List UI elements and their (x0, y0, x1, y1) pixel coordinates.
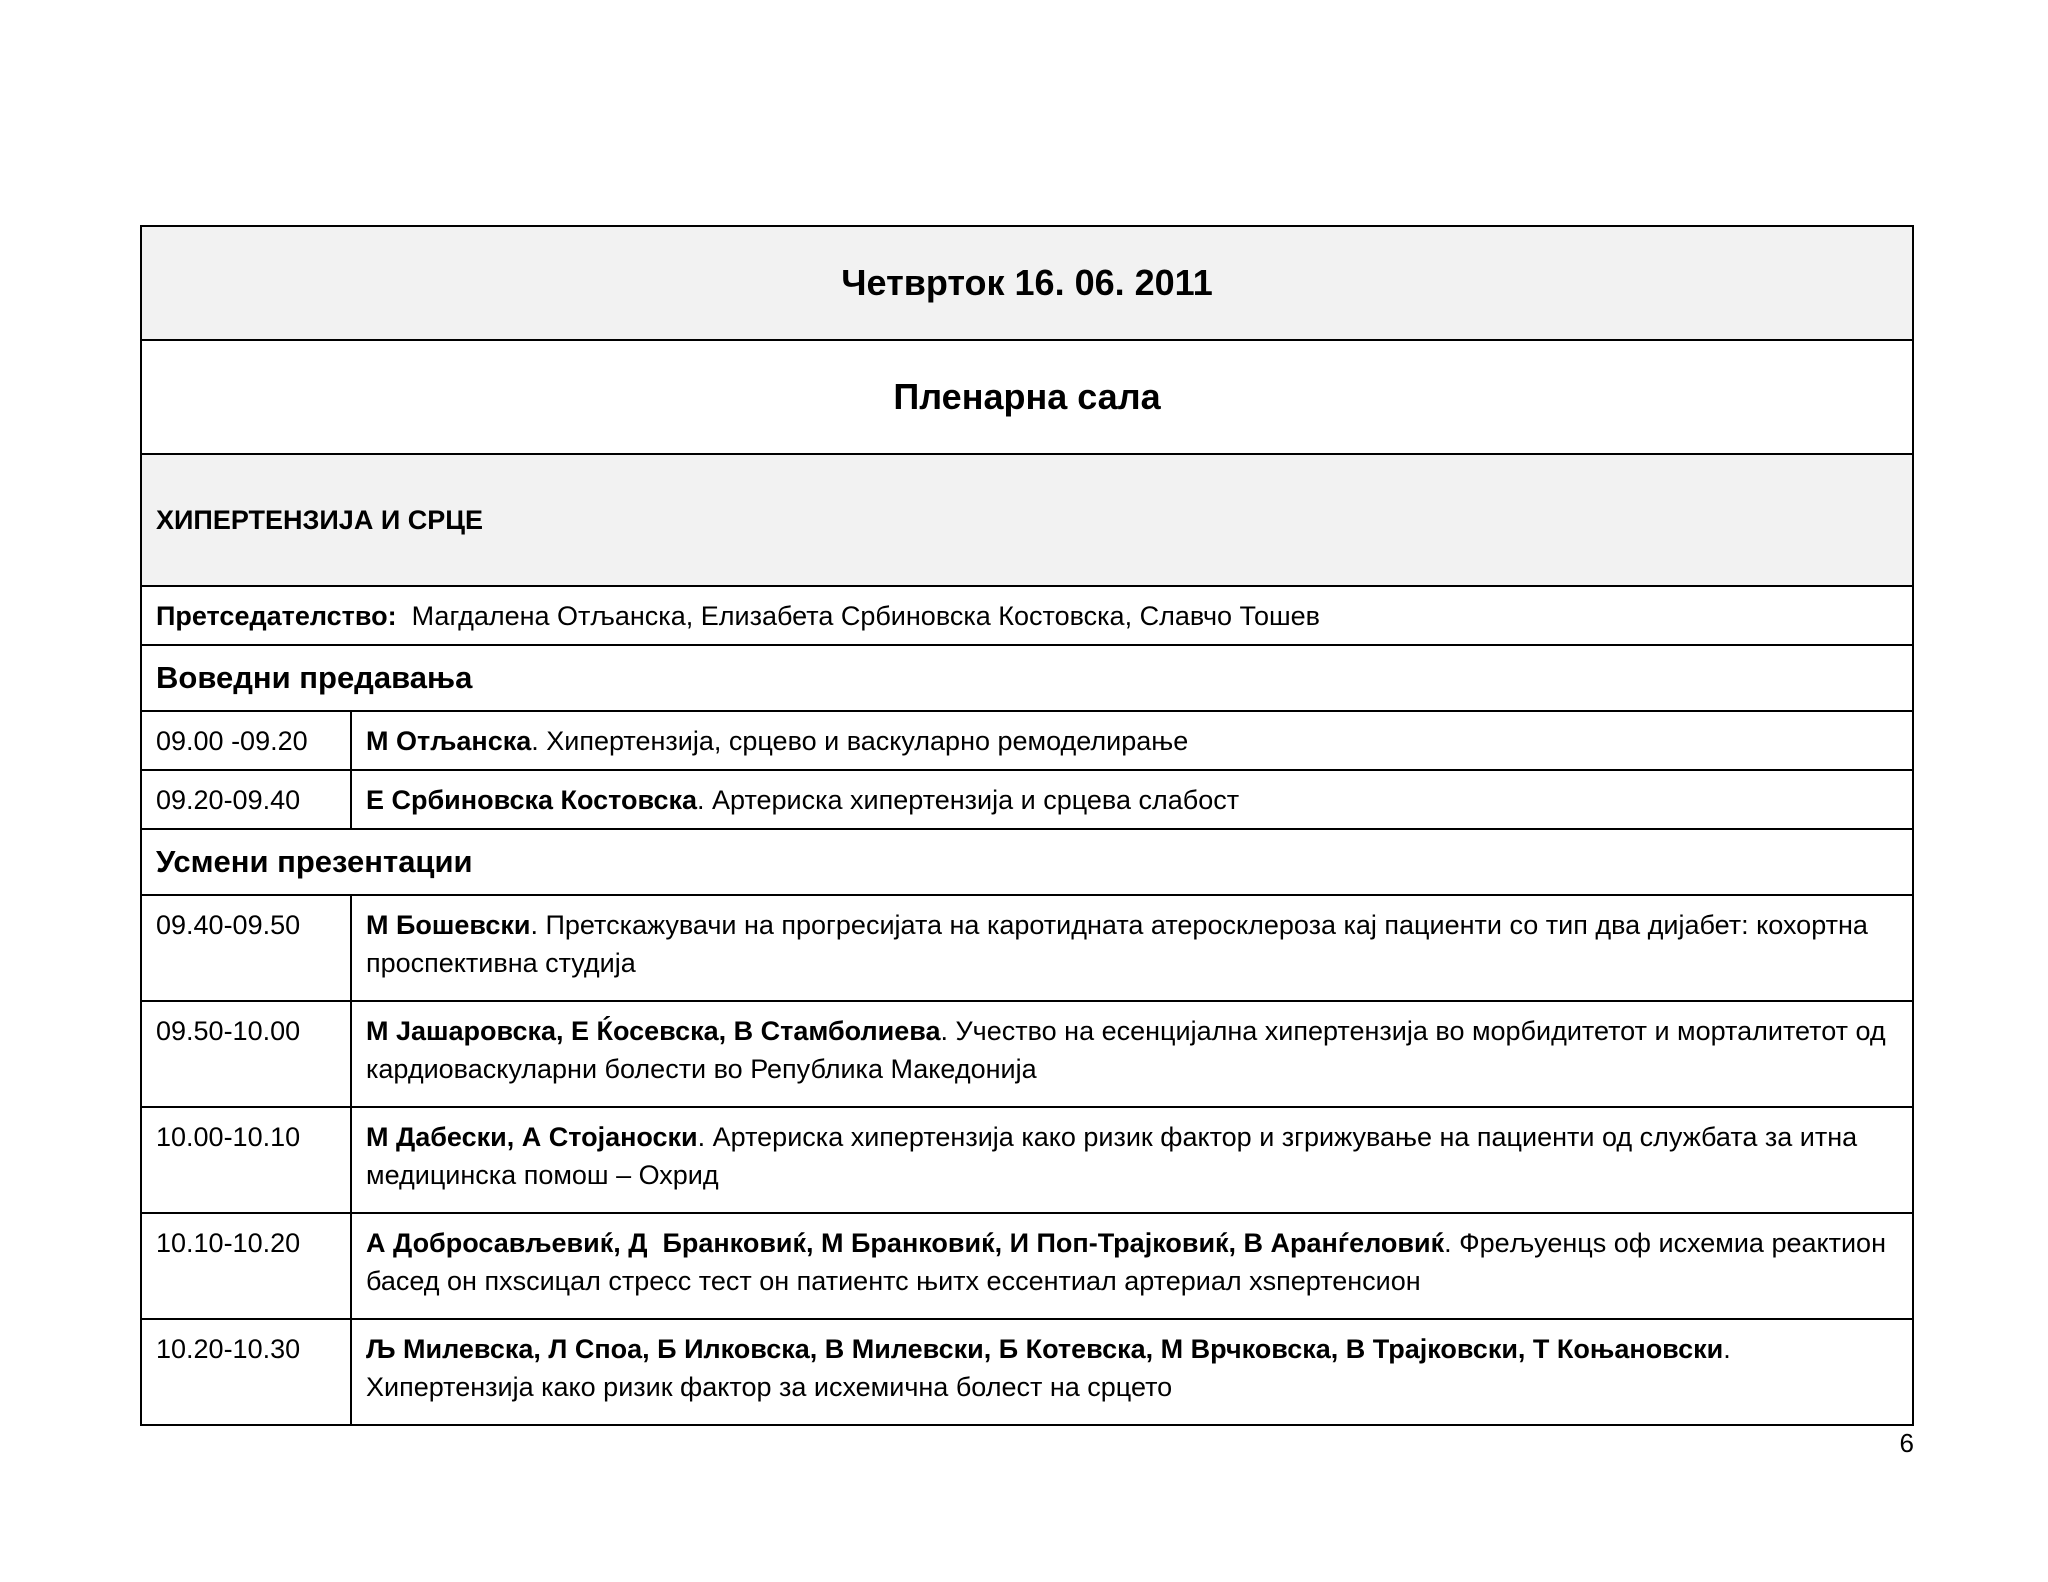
time-cell: 09.50-10.00 (141, 1001, 351, 1107)
schedule-row (141, 1213, 1913, 1319)
section-title-oral: Усмени презентации (141, 829, 1913, 895)
talk-cell (351, 1001, 1913, 1107)
time-cell: 09.00 -09.20 (141, 711, 351, 770)
section-row-intro (141, 645, 1913, 711)
schedule-row (141, 711, 1913, 770)
time-cell: 10.20-10.30 (141, 1319, 351, 1425)
talk-cell (351, 1213, 1913, 1319)
talk-authors: А Добросављевиќ, Д Бранковиќ, М Бранковиќ, И Поп-Трајковиќ, В Аранѓеловиќ (366, 1228, 1445, 1258)
talk-title: . Хипертензија, срцево и васкуларно ремоделирање (531, 725, 1189, 756)
talk-cell (351, 895, 1913, 1001)
time-cell: 10.10-10.20 (141, 1213, 351, 1319)
talk-authors: М Бошевски (366, 910, 531, 940)
time-cell: 09.20-09.40 (141, 770, 351, 829)
schedule-row (141, 1319, 1913, 1425)
session-title: ХИПЕРТЕНЗИЈА И СРЦЕ (141, 454, 1913, 586)
chair-label: Претседателство: (156, 600, 397, 631)
time-cell: 10.00-10.10 (141, 1107, 351, 1213)
schedule-table (140, 225, 1914, 1426)
talk-cell (351, 770, 1913, 829)
talk-authors: Е Србиновска Костовска (366, 784, 698, 815)
talk-cell (351, 1107, 1913, 1213)
day-title: Четврток 16. 06. 2011 (141, 226, 1913, 340)
talk-cell (351, 711, 1913, 770)
section-row-oral (141, 829, 1913, 895)
talk-authors: Љ Милевска, Л Споа, Б Илковска, В Милевски, Б Котевска, М Врчковска, В Трајковски, Т Коњановски (366, 1334, 1724, 1364)
chair-names: Магдалена Отљанска, Елизабета Србиновска Костовска, Славчо Тошев (396, 600, 1320, 631)
time-cell: 09.40-09.50 (141, 895, 351, 1001)
talk-title: . Артериска хипертензија како ризик фактор и згрижување на пациенти од службата за итна медицинска помош – Охрид (366, 1122, 1858, 1190)
schedule-row (141, 1001, 1913, 1107)
talk-cell (351, 1319, 1913, 1425)
talk-authors: М Јашаровска, Е Ќосевска, В Стамболиева (366, 1016, 941, 1046)
hall-row (141, 340, 1913, 454)
chair-cell (141, 586, 1913, 645)
session-row (141, 454, 1913, 586)
talk-authors: М Дабески, А Стојаноски (366, 1122, 698, 1152)
talk-authors: М Отљанска (366, 725, 532, 756)
talk-title: . Артериска хипертензија и срцева слабост (697, 784, 1240, 815)
talk-title: . Учество на есенцијална хипертензија во морбидитетот и морталитетот од кардиоваскуларни болести во Република Македонија (366, 1016, 1886, 1084)
day-header-row (141, 226, 1913, 340)
schedule-row (141, 895, 1913, 1001)
talk-title: . Хипертензија како ризик фактор за исхемична болест на срцето (366, 1334, 1731, 1402)
talk-title: . Претскажувачи на прогресијата на каротидната атеросклероза кај пациенти со тип два дијабет: кохортна проспективна студија (366, 910, 1868, 978)
page-number: 6 (1899, 1428, 1914, 1458)
section-title-intro: Воведни предавања (141, 645, 1913, 711)
schedule-row (141, 1107, 1913, 1213)
hall-title: Пленарна сала (141, 340, 1913, 454)
schedule-row (141, 770, 1913, 829)
talk-title: . Фрељуенцѕ оф исхемиа реактион басед он пхѕсицал стресс тест он патиентс њитх ессентиал артериал хѕпертенсион (366, 1228, 1886, 1296)
chair-row (141, 586, 1913, 645)
